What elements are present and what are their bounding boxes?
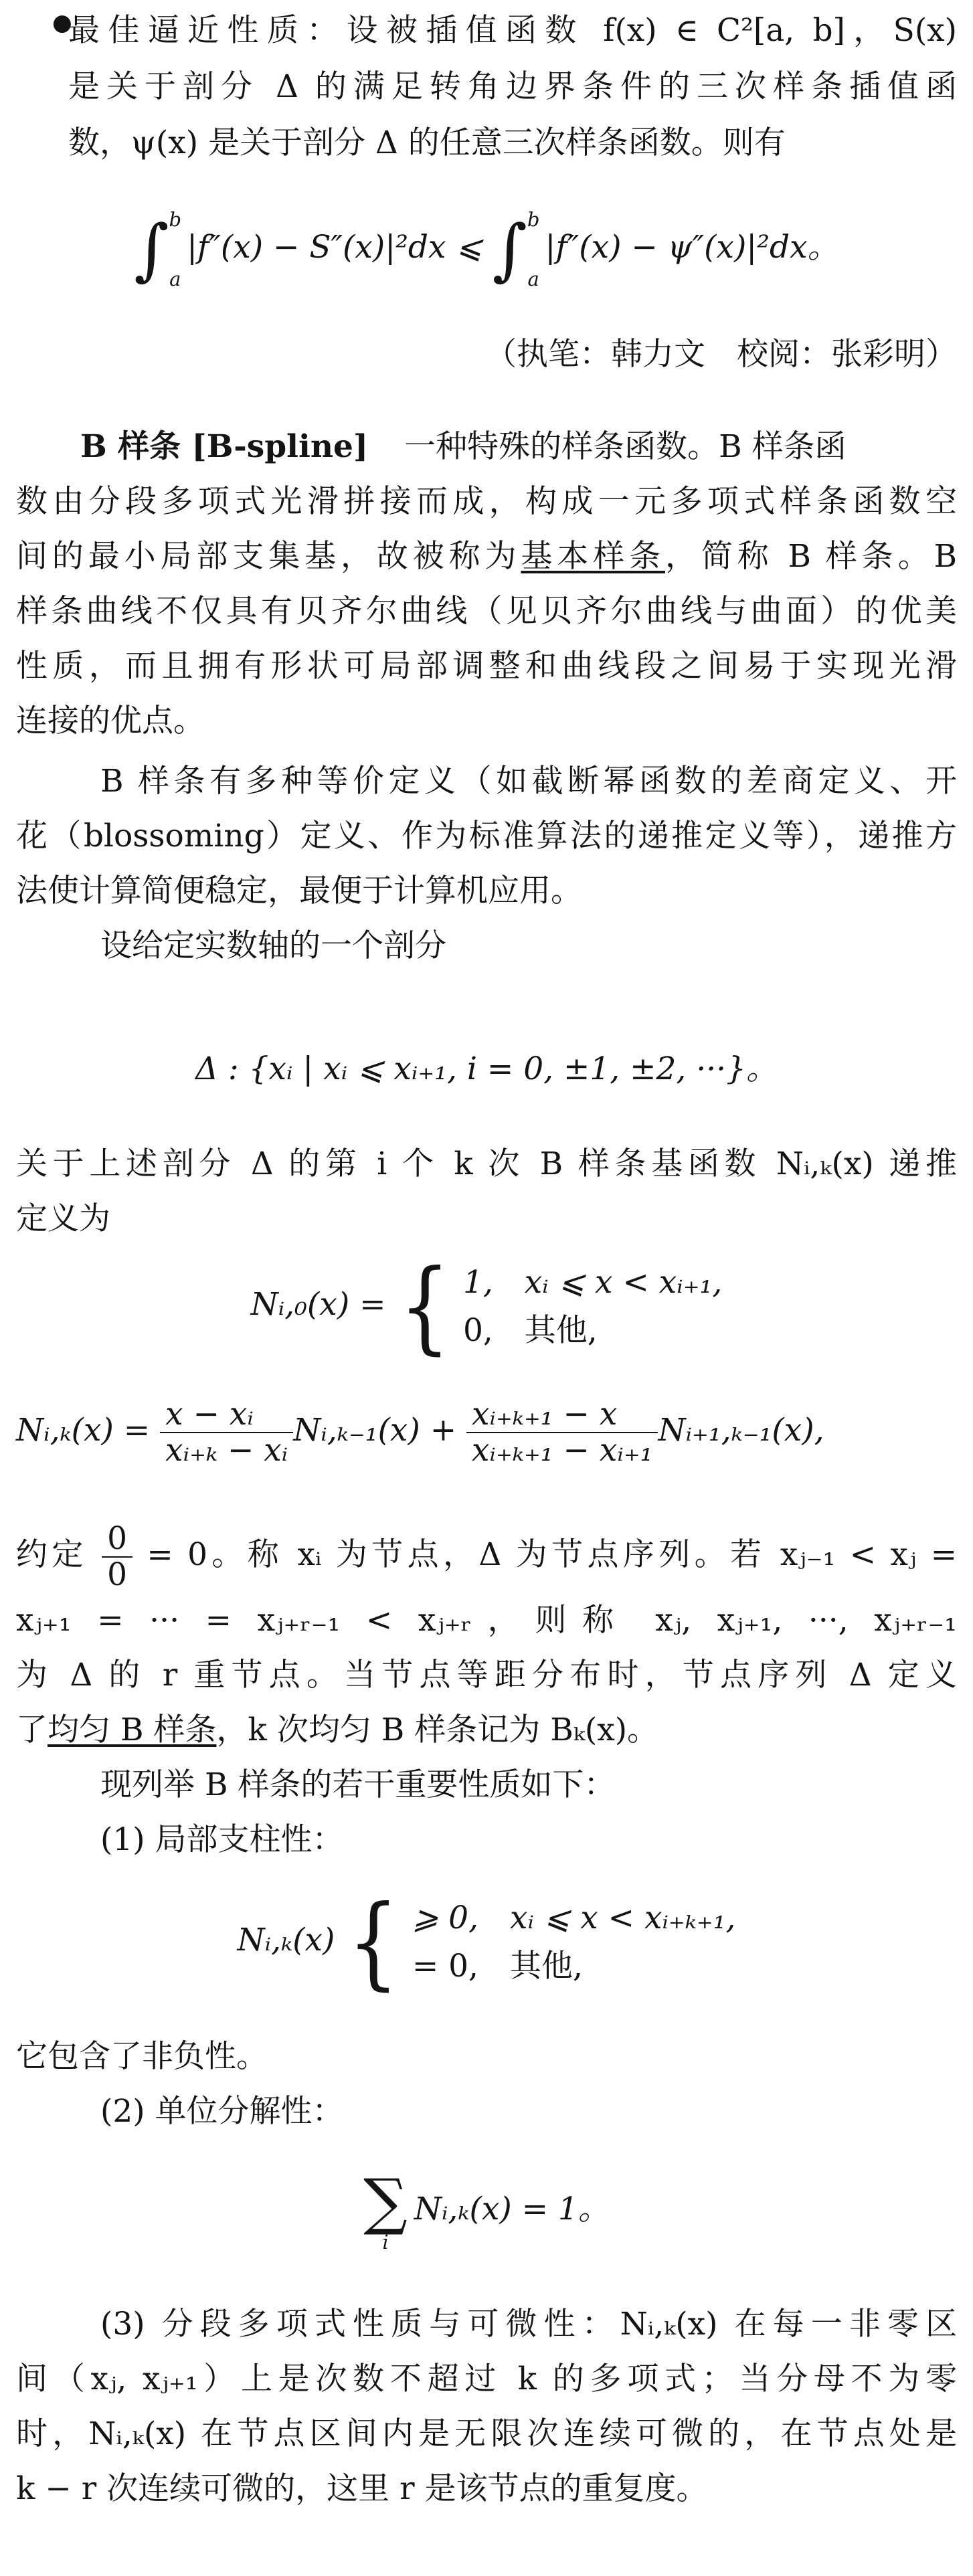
recursive-def-line-2: 定义为 bbox=[16, 1200, 110, 1237]
attribution: （执笔：韩力文 校阅：张彩明） bbox=[485, 336, 957, 373]
knot-line-4: 了均匀 B 样条，k 次均匀 B 样条记为 Bₖ(x)。 bbox=[16, 1712, 659, 1748]
left-integrand: |f″(x) − S″(x)|²dx ⩽ bbox=[187, 229, 482, 266]
n0-case-1: 1, xᵢ ⩽ x < xᵢ₊₁, bbox=[462, 1264, 723, 1301]
left-brace: { bbox=[399, 1249, 450, 1365]
nk-fraction-1-numerator: x − xᵢ bbox=[160, 1397, 293, 1433]
partition-formula: Δ : {xᵢ | xᵢ ⩽ xᵢ₊₁, i = 0, ±1, ±2, ···}。 bbox=[195, 1050, 778, 1087]
upper-limit-right: b bbox=[527, 208, 540, 231]
bspline-intro-line-2: 数由分段多项式光滑拼接而成，构成一元多项式样条函数空 bbox=[16, 483, 957, 520]
nk-fraction-1 bbox=[160, 1397, 293, 1467]
best-approx-line-1: 最佳逼近性质：设被插值函数 f(x) ∈ C²[a, b]，S(x) bbox=[68, 12, 957, 49]
left-brace: { bbox=[347, 1884, 400, 2001]
n0-lhs: Nᵢ,₀(x) = bbox=[250, 1286, 386, 1323]
integral-sign-right: ∫ bbox=[492, 210, 527, 288]
knot-line-1-suffix: = 0。称 xᵢ 为节点，Δ 为节点序列。若 xⱼ₋₁ < xⱼ = bbox=[147, 1536, 957, 1573]
nk-recursion-formula bbox=[16, 1377, 957, 1484]
bspline-intro-line-1: 一种特殊的样条函数。B 样条函 bbox=[404, 428, 847, 465]
property-3-line-2: 间（xⱼ, xⱼ₊₁）上是次数不超过 k 的多项式；当分母不为零 bbox=[16, 2361, 957, 2397]
best-approx-line-3: 数，ψ(x) 是关于剖分 Δ 的任意三次样条函数。则有 bbox=[68, 124, 786, 161]
prop1-case-2: = 0, 其他, bbox=[412, 1948, 583, 1985]
defs-line-3: 法使计算简便稳定，最便于计算机应用。 bbox=[16, 872, 582, 909]
property-1-note: 它包含了非负性。 bbox=[16, 2038, 268, 2075]
integral-sign-left: ∫ bbox=[134, 210, 169, 288]
n0-definition bbox=[0, 1249, 973, 1365]
integral-inequality bbox=[0, 201, 973, 294]
nk-fraction-2 bbox=[466, 1397, 658, 1467]
bullet-icon: ● bbox=[52, 9, 72, 36]
n0-case-2: 0, 其他, bbox=[462, 1312, 598, 1349]
property-3-line-4: k − r 次连续可微的，这里 r 是该节点的重复度。 bbox=[16, 2470, 708, 2507]
bspline-heading-line bbox=[16, 422, 957, 472]
nk-lhs: Nᵢ,ₖ(x) = bbox=[16, 1412, 151, 1449]
recursive-def-line-1: 关于上述剖分 Δ 的第 i 个 k 次 B 样条基函数 Nᵢ,ₖ(x) 递推 bbox=[16, 1145, 957, 1182]
bspline-intro-line-4: 样条曲线不仅具有贝齐尔曲线（见贝齐尔曲线与曲面）的优美 bbox=[16, 593, 957, 630]
property-3-line-1: (3) 分段多项式性质与可微性：Nᵢ,ₖ(x) 在每一非零区 bbox=[100, 2306, 957, 2342]
underlined-term: 均匀 B 样条 bbox=[48, 1712, 217, 1748]
zero-numerator: 0 bbox=[102, 1522, 132, 1558]
knot-line-1 bbox=[16, 1515, 957, 1595]
prop1-case-1: ⩾ 0, xᵢ ⩽ x < xᵢ₊ₖ₊₁, bbox=[412, 1900, 736, 1936]
nk-fraction-2-denominator: xᵢ₊ₖ₊₁ − xᵢ₊₁ bbox=[472, 1432, 653, 1469]
entry-title: B 样条 [B-spline] bbox=[80, 428, 369, 465]
bspline-intro-line-3: 间的最小局部支集基，故被称为基本样条，简称 B 样条。B bbox=[16, 538, 957, 575]
underlined-term: 基本样条 bbox=[521, 538, 665, 575]
nk-tail-term: Nᵢ₊₁,ₖ₋₁(x), bbox=[658, 1412, 824, 1449]
lower-limit-right: a bbox=[527, 268, 539, 290]
best-approx-line-2: 是关于剖分 Δ 的满足转角边界条件的三次样条插值函 bbox=[68, 68, 957, 105]
nk-fraction-1-denominator: xᵢ₊ₖ − xᵢ bbox=[165, 1432, 288, 1469]
nk-middle-term: Nᵢ,ₖ₋₁(x) + bbox=[293, 1412, 457, 1449]
knot-line-2: xⱼ₊₁ = ··· = xⱼ₊ᵣ₋₁ < xⱼ₊ᵣ，则称 xⱼ, xⱼ₊₁, ···, xⱼ₊ᵣ₋₁ bbox=[16, 1602, 957, 1639]
zero-denominator: 0 bbox=[107, 1556, 128, 1593]
sigma-icon: ∑ bbox=[363, 2165, 408, 2237]
defs-line-1: B 样条有多种等价定义（如截断幂函数的差商定义、开 bbox=[100, 763, 957, 800]
prop2-formula: Nᵢ,ₖ(x) = 1。 bbox=[414, 2191, 610, 2227]
right-integrand: |f″(x) − ψ″(x)|²dx。 bbox=[545, 229, 839, 266]
defs-line-4: 设给定实数轴的一个剖分 bbox=[100, 927, 446, 964]
prop1-lhs: Nᵢ,ₖ(x) bbox=[237, 1922, 335, 1958]
knot-line-3: 为 Δ 的 r 重节点。当节点等距分布时，节点序列 Δ 定义 bbox=[16, 1657, 957, 1693]
unit-partition-formula bbox=[0, 2163, 973, 2256]
nk-fraction-2-numerator: xᵢ₊ₖ₊₁ − x bbox=[466, 1397, 658, 1433]
sigma-index: i bbox=[382, 2230, 389, 2253]
local-support-formula bbox=[0, 1884, 973, 2001]
bspline-intro-line-6: 连接的优点。 bbox=[16, 703, 205, 739]
property-2-title: (2) 单位分解性： bbox=[100, 2093, 344, 2130]
defs-line-2: 花（blossoming）定义、作为标准算法的递推定义等），递推方 bbox=[16, 818, 957, 854]
zero-over-zero-fraction bbox=[102, 1522, 132, 1592]
property-1-title: (1) 局部支柱性： bbox=[100, 1821, 344, 1858]
bspline-intro-line-5: 性质，而且拥有形状可局部调整和曲线段之间易于实现光滑 bbox=[16, 648, 957, 684]
upper-limit-left: b bbox=[169, 208, 182, 231]
knot-line-1-prefix: 约定 bbox=[16, 1536, 88, 1573]
lower-limit-left: a bbox=[169, 268, 181, 290]
property-3-line-3: 时，Nᵢ,ₖ(x) 在节点区间内是无限次连续可微的，在节点处是 bbox=[16, 2415, 957, 2452]
properties-intro: 现列举 B 样条的若干重要性质如下： bbox=[100, 1766, 616, 1803]
